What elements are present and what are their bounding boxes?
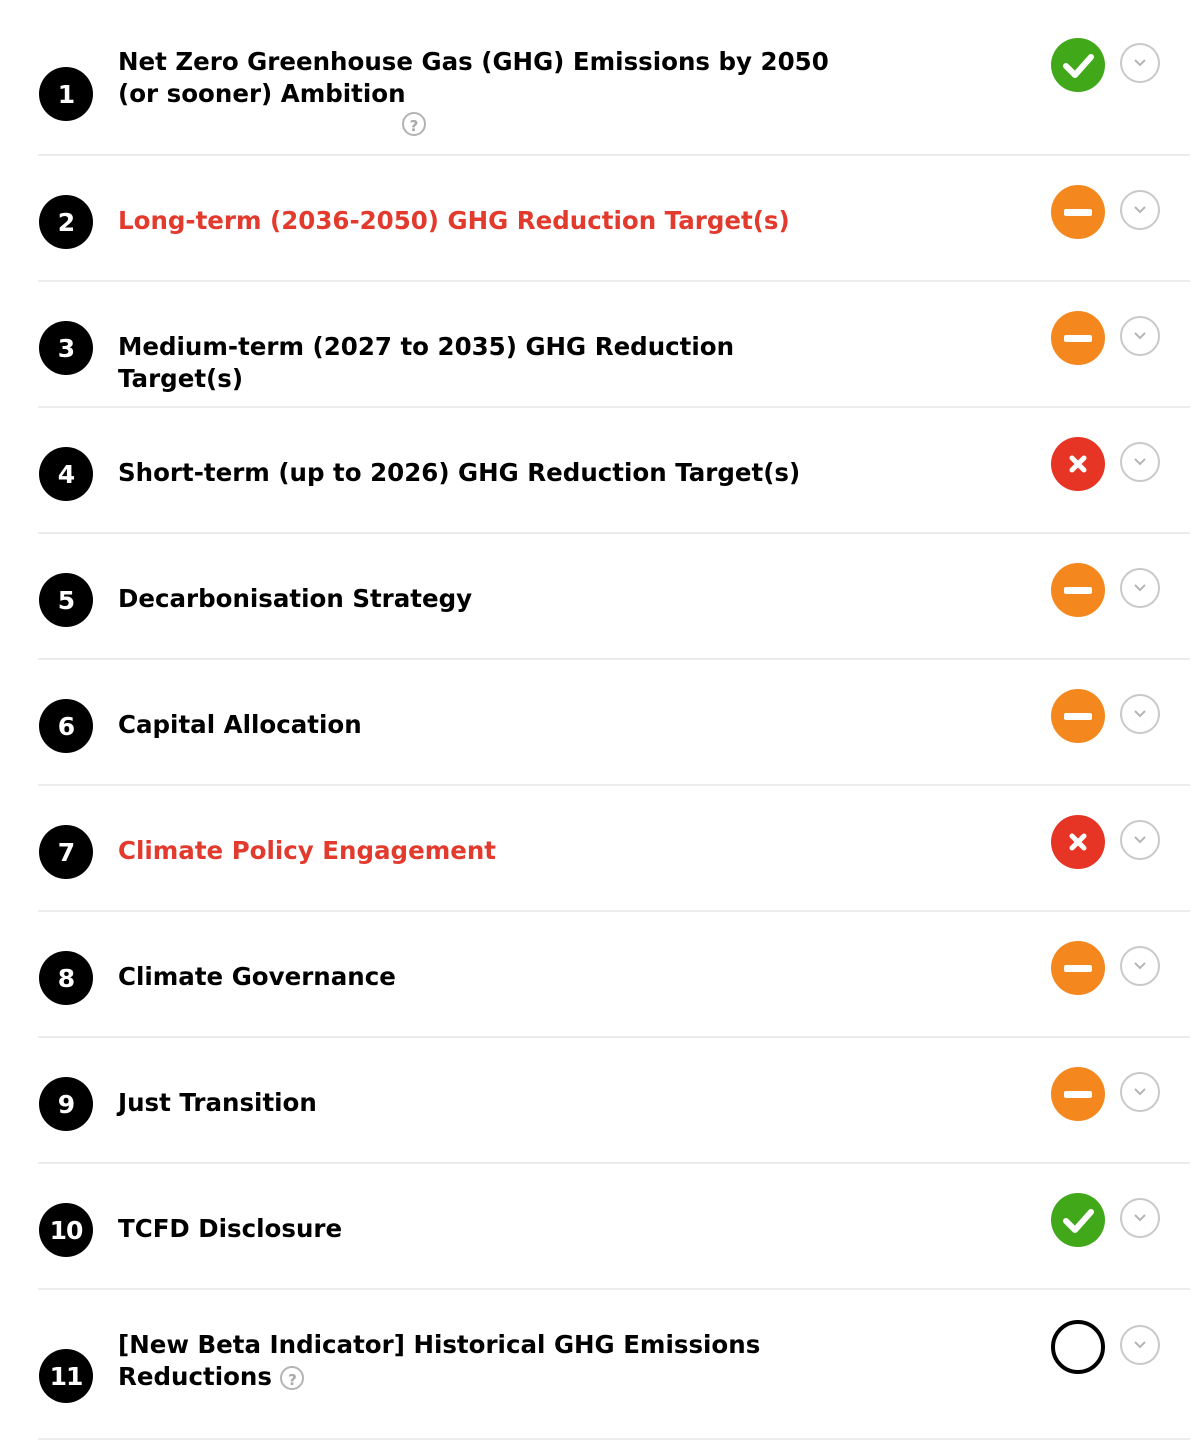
status-not-assessed-icon	[1051, 1320, 1105, 1374]
status-yes-icon	[1051, 1193, 1105, 1247]
indicator-row	[38, 408, 1190, 534]
minus-icon	[1051, 941, 1105, 995]
indicator-number-badge: 8	[39, 951, 93, 1005]
chevron-down-icon	[1133, 456, 1147, 468]
minus-icon	[1051, 185, 1105, 239]
indicator-number-badge: 4	[39, 447, 93, 501]
indicator-label[interactable]: Short-term (up to 2026) GHG Reduction Target(s)	[118, 458, 801, 487]
status-partial-icon	[1051, 311, 1105, 365]
indicator-row	[38, 0, 1190, 156]
indicator-label[interactable]: Climate Policy Engagement	[118, 836, 497, 865]
indicator-row	[38, 1164, 1190, 1290]
minus-icon	[1051, 689, 1105, 743]
indicator-number-badge: 3	[39, 321, 93, 375]
indicator-label[interactable]: Long-term (2036-2050) GHG Reduction Target(s)	[118, 206, 790, 235]
help-icon[interactable]: ?	[402, 112, 426, 136]
minus-icon	[1051, 563, 1105, 617]
indicator-label-line-1: Net Zero Greenhouse Gas (GHG) Emissions by 2050	[118, 47, 829, 76]
indicator-number-badge: 5	[39, 573, 93, 627]
expand-row-button[interactable]	[1120, 1325, 1160, 1365]
indicator-row	[38, 156, 1190, 282]
expand-row-button[interactable]	[1120, 190, 1160, 230]
status-partial-icon	[1051, 185, 1105, 239]
indicator-label[interactable]: TCFD Disclosure	[118, 1214, 343, 1243]
chevron-down-icon	[1133, 1086, 1147, 1098]
indicator-label[interactable]	[118, 46, 858, 110]
indicator-number-badge: 6	[39, 699, 93, 753]
expand-row-button[interactable]	[1120, 820, 1160, 860]
help-icon[interactable]: ?	[280, 1366, 304, 1390]
chevron-down-icon	[1133, 1339, 1147, 1351]
chevron-down-icon	[1133, 204, 1147, 216]
cross-icon	[1051, 815, 1105, 869]
indicator-number-badge: 1	[39, 67, 93, 121]
indicator-label-line-2: (or sooner) Ambition	[118, 79, 406, 108]
status-yes-icon	[1051, 38, 1105, 92]
expand-row-button[interactable]	[1120, 1072, 1160, 1112]
indicator-row	[38, 282, 1190, 408]
indicator-number-badge: 7	[39, 825, 93, 879]
status-partial-icon	[1051, 689, 1105, 743]
chevron-down-icon	[1133, 1212, 1147, 1224]
indicator-row	[38, 534, 1190, 660]
status-no-icon	[1051, 815, 1105, 869]
indicator-label[interactable]: Decarbonisation Strategy	[118, 584, 473, 613]
chevron-down-icon	[1133, 330, 1147, 342]
indicator-row	[38, 660, 1190, 786]
checkmark-icon	[1051, 1193, 1105, 1247]
indicator-label[interactable]: Medium-term (2027 to 2035) GHG Reduction Target(s)	[118, 332, 735, 393]
indicator-number-badge: 10	[39, 1203, 93, 1257]
chevron-down-icon	[1133, 582, 1147, 594]
status-partial-icon	[1051, 1067, 1105, 1121]
indicator-label[interactable]	[118, 1329, 858, 1393]
indicator-label-line-2: Reductions	[118, 1362, 272, 1391]
cross-icon	[1051, 437, 1105, 491]
expand-row-button[interactable]	[1120, 568, 1160, 608]
expand-row-button[interactable]	[1120, 442, 1160, 482]
indicator-label[interactable]: Capital Allocation	[118, 710, 362, 739]
indicator-label[interactable]: Just Transition	[118, 1088, 317, 1117]
indicator-row	[38, 912, 1190, 1038]
indicator-number-badge: 2	[39, 195, 93, 249]
chevron-down-icon	[1133, 708, 1147, 720]
indicator-number-badge: 11	[39, 1349, 93, 1403]
indicator-number-badge: 9	[39, 1077, 93, 1131]
minus-icon	[1051, 1067, 1105, 1121]
status-partial-icon	[1051, 563, 1105, 617]
status-partial-icon	[1051, 941, 1105, 995]
chevron-down-icon	[1133, 57, 1147, 69]
expand-row-button[interactable]	[1120, 1198, 1160, 1238]
chevron-down-icon	[1133, 834, 1147, 846]
expand-row-button[interactable]	[1120, 316, 1160, 356]
indicator-label-line-1: [New Beta Indicator] Historical GHG Emissions	[118, 1330, 761, 1359]
chevron-down-icon	[1133, 960, 1147, 972]
status-no-icon	[1051, 437, 1105, 491]
indicator-row	[38, 786, 1190, 912]
expand-row-button[interactable]	[1120, 43, 1160, 83]
expand-row-button[interactable]	[1120, 946, 1160, 986]
checkmark-icon	[1051, 38, 1105, 92]
minus-icon	[1051, 311, 1105, 365]
indicator-row	[38, 1290, 1190, 1440]
expand-row-button[interactable]	[1120, 694, 1160, 734]
indicator-label[interactable]: Climate Governance	[118, 962, 396, 991]
indicator-row	[38, 1038, 1190, 1164]
